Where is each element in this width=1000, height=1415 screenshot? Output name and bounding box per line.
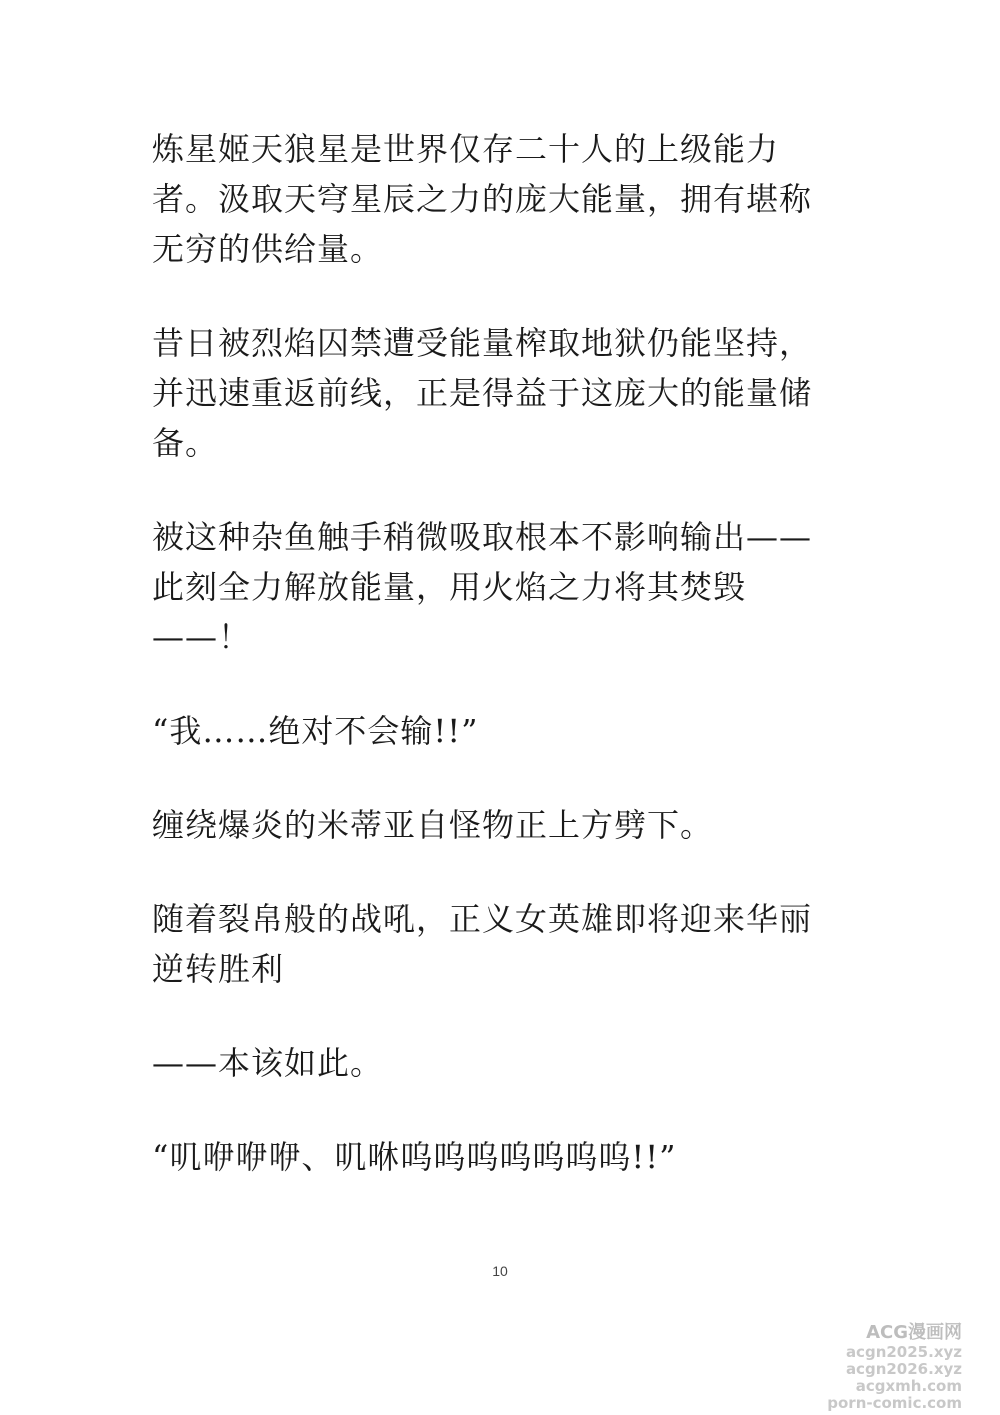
text-body	[152, 124, 842, 1226]
watermark-url: porn-comic.com	[827, 1394, 962, 1412]
watermark-logo-text: ACG漫画网	[866, 1322, 962, 1343]
page-number: 10	[492, 1263, 508, 1279]
site-watermark	[827, 1322, 962, 1412]
watermark-url: acgxmh.com	[855, 1377, 962, 1395]
dialogue-line: “叽咿咿咿、叽咻呜呜呜呜呜呜呜!!”	[152, 1138, 677, 1176]
paragraph: ——本该如此。	[152, 1044, 384, 1082]
watermark-url: acgn2025.xyz	[845, 1343, 962, 1361]
paragraph: 随着裂帛般的战吼，正义女英雄即将迎来华丽逆转胜利	[152, 900, 813, 988]
paragraph: 被这种杂鱼触手稍微吸取根本不影响输出——此刻全力解放能量，用火焰之力将其焚毁——！	[152, 518, 813, 656]
paragraph: 昔日被烈焰囚禁遭受能量榨取地狱仍能坚持，并迅速重返前线，正是得益于这庞大的能量储备。	[152, 324, 813, 462]
paragraph: 缠绕爆炎的米蒂亚自怪物正上方劈下。	[152, 806, 714, 844]
dialogue-line: “我……绝对不会输!!”	[152, 712, 479, 750]
watermark-url: acgn2026.xyz	[845, 1360, 962, 1378]
paragraph: 炼星姬天狼星是世界仅存二十人的上级能力者。汲取天穹星辰之力的庞大能量，拥有堪称无穷的供给量。	[152, 130, 813, 268]
